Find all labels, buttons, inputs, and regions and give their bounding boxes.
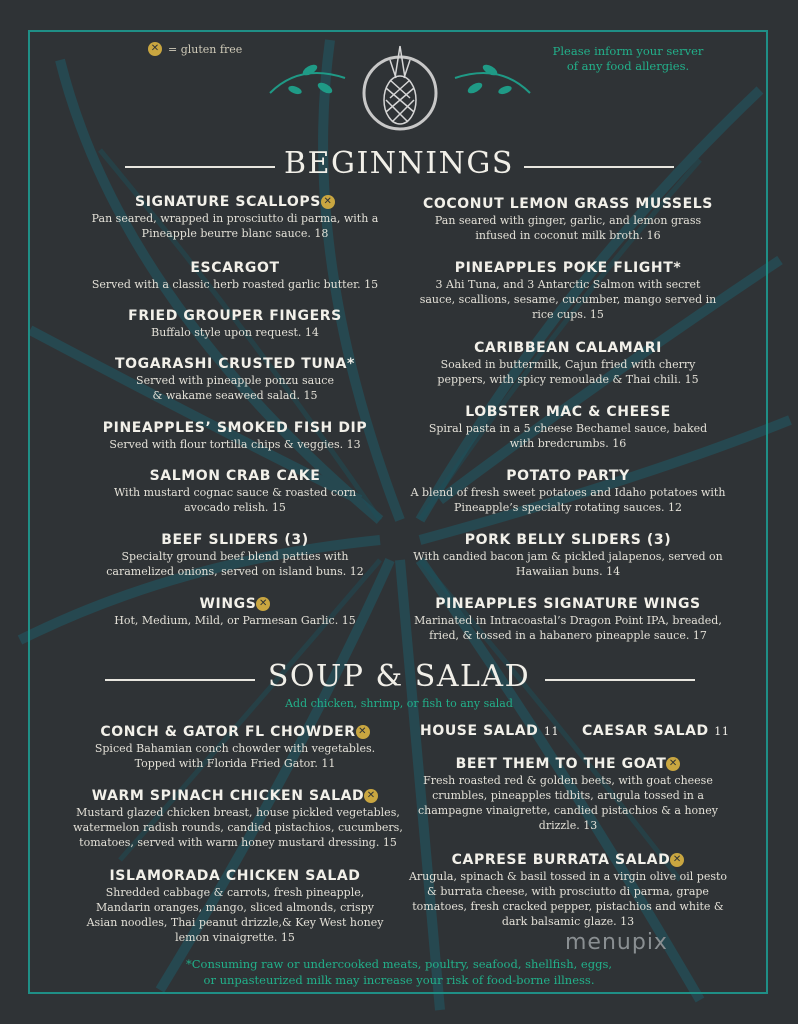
item-name: CAPRESE BURRATA SALAD ✕ — [400, 851, 736, 869]
item-name: CONCH & GATOR FL CHOWDER ✕ — [70, 723, 400, 741]
item-name: WARM SPINACH CHICKEN SALAD ✕ — [70, 787, 400, 805]
item-name: SALMON CRAB CAKE — [149, 468, 321, 484]
menu-item — [70, 787, 403, 850]
menu-item — [70, 723, 400, 771]
item-name: BEEF SLIDERS (3) — [161, 532, 309, 548]
menu-item — [70, 259, 400, 292]
menu-item — [70, 419, 400, 452]
item-name: PINEAPPLES’ SMOKED FISH DIP — [102, 420, 368, 436]
item-description: A blend of fresh sweet potatoes and Idaho potatoes with Pineapple’s specialty rotating sauces. 12 — [410, 486, 726, 514]
item-description: 3 Ahi Tuna, and 3 Antarctic Salmon with secret sauce, scallions, sesame, cucumber, mango served in rice cups. 15 — [419, 278, 717, 321]
item-description: Specialty ground beef blend patties with caramelized onions, served on island buns. 12 — [106, 550, 364, 578]
menu-item — [70, 867, 400, 945]
header-rule-right — [524, 166, 674, 168]
disclaimer-line: *Consuming raw or undercooked meats, poultry, seafood, shellfish, eggs, — [185, 957, 613, 971]
house-salad: HOUSE SALAD 11 — [420, 723, 560, 739]
item-description: Pan seared with ginger, garlic, and lemon grass infused in coconut milk broth. 16 — [434, 214, 702, 242]
item-name: SIGNATURE SCALLOPS ✕ — [70, 193, 400, 211]
item-description: With mustard cognac sauce & roasted corn avocado relish. 15 — [113, 486, 357, 514]
item-name: LOBSTER MAC & CHEESE — [465, 404, 671, 420]
menu-item — [400, 755, 736, 833]
item-description: Served with flour tortilla chips & veggies. 13 — [109, 438, 361, 451]
item-description: Served with a classic herb roasted garlic butter. 15 — [91, 278, 379, 291]
item-description: Mustard glazed chicken breast, house pickled vegetables, watermelon radish rounds, candied pistachios, cucumbers, tomatoes, served with warm honey mustard dressing. 15 — [73, 806, 403, 849]
menu-item — [70, 467, 400, 515]
allergy-notice: Please inform your server of any food allergies. — [552, 44, 704, 73]
item-description: Marinated in Intracoastal’s Dragon Point IPA, breaded, fried, & tossed in a habanero pineapple sauce. 17 — [414, 614, 722, 642]
menu-item — [400, 403, 736, 451]
item-description: Spiral pasta in a 5 cheese Bechamel sauce, baked with bredcrumbs. 16 — [428, 422, 708, 450]
soup-salad-title: SOUP & SALAD — [267, 659, 531, 694]
item-description: Fresh roasted red & golden beets, with goat cheese crumbles, pineapples tidbits, arugula tossed in a champagne vinaigrette, candied pistachios & a honey drizzle. 13 — [418, 774, 718, 832]
menu-item — [400, 195, 736, 243]
gluten-free-icon: ✕ — [148, 42, 162, 56]
item-name: PORK BELLY SLIDERS (3) — [464, 532, 672, 548]
item-name: WINGS ✕ — [70, 595, 400, 613]
item-name: CARIBBEAN CALAMARI — [474, 340, 662, 356]
item-description: Buffalo style upon request. 14 — [151, 326, 319, 339]
beginnings-title: BEGINNINGS — [284, 146, 514, 181]
pineapple-logo — [250, 38, 550, 138]
gluten-free-icon: ✕ — [256, 597, 270, 611]
gluten-free-icon: ✕ — [670, 853, 684, 867]
item-description: Soaked in buttermilk, Cajun fried with cherry peppers, with spicy remoulade & Thai chili. 15 — [437, 358, 699, 386]
item-name: PINEAPPLES SIGNATURE WINGS — [435, 596, 701, 612]
menu-item — [400, 259, 736, 322]
menu-item — [70, 307, 400, 340]
item-description: With candied bacon jam & pickled jalapenos, served on Hawaiian buns. 14 — [413, 550, 723, 578]
gluten-free-legend — [148, 42, 242, 56]
food-safety-disclaimer — [0, 956, 798, 988]
item-name: TOGARASHI CRUSTED TUNA* — [115, 356, 355, 372]
item-name: POTATO PARTY — [506, 468, 630, 484]
item-name: ISLAMORADA CHICKEN SALAD — [109, 868, 361, 884]
menu-item — [70, 355, 400, 403]
salad-add-on-note: Add chicken, shrimp, or fish to any salad — [285, 697, 513, 710]
item-description: Hot, Medium, Mild, or Parmesan Garlic. 15 — [114, 614, 356, 627]
menu-item — [400, 467, 736, 515]
item-name: ESCARGOT — [190, 260, 280, 276]
gluten-free-icon: ✕ — [321, 195, 335, 209]
gluten-free-icon: ✕ — [666, 757, 680, 771]
menu-item — [70, 193, 400, 241]
menu-item — [70, 531, 400, 579]
header-rule-right — [545, 679, 695, 681]
menu-item — [400, 339, 736, 387]
menu-item — [400, 595, 736, 643]
menu-item — [70, 595, 400, 628]
menu-item — [400, 851, 736, 929]
legend-label: = gluten free — [168, 42, 243, 56]
item-name: PINEAPPLES POKE FLIGHT* — [454, 260, 682, 276]
watermark: menupix — [565, 930, 668, 955]
item-description: Spiced Bahamian conch chowder with vegetables. Topped with Florida Fried Gator. 11 — [94, 742, 376, 770]
disclaimer-line: or unpasteurized milk may increase your risk of food-borne illness. — [203, 973, 595, 987]
item-description: Pan seared, wrapped in prosciutto di parma, with a Pineapple beurre blanc sauce. 18 — [91, 212, 379, 240]
menu-item — [400, 531, 736, 579]
item-description: Shredded cabbage & carrots, fresh pineapple, Mandarin oranges, mango, sliced almonds, crispy Asian noodles, Thai peanut drizzle,& Key West honey lemon vinaigrette. 15 — [86, 886, 384, 944]
item-name: BEET THEM TO THE GOAT ✕ — [400, 755, 736, 773]
gluten-free-icon: ✕ — [364, 789, 378, 803]
item-name: FRIED GROUPER FINGERS — [128, 308, 342, 324]
caesar-salad: CAESAR SALAD 11 — [582, 723, 730, 739]
item-description: Served with pineapple ponzu sauce & wakame seaweed salad. 15 — [136, 374, 334, 402]
gluten-free-icon: ✕ — [356, 725, 370, 739]
item-description: Arugula, spinach & basil tossed in a virgin olive oil pesto & burrata cheese, with prosciutto di parma, grape tomatoes, fresh cracked pepper, pistachios and white & dark balsamic glaze. 13 — [408, 870, 728, 928]
item-name: COCONUT LEMON GRASS MUSSELS — [423, 196, 713, 212]
